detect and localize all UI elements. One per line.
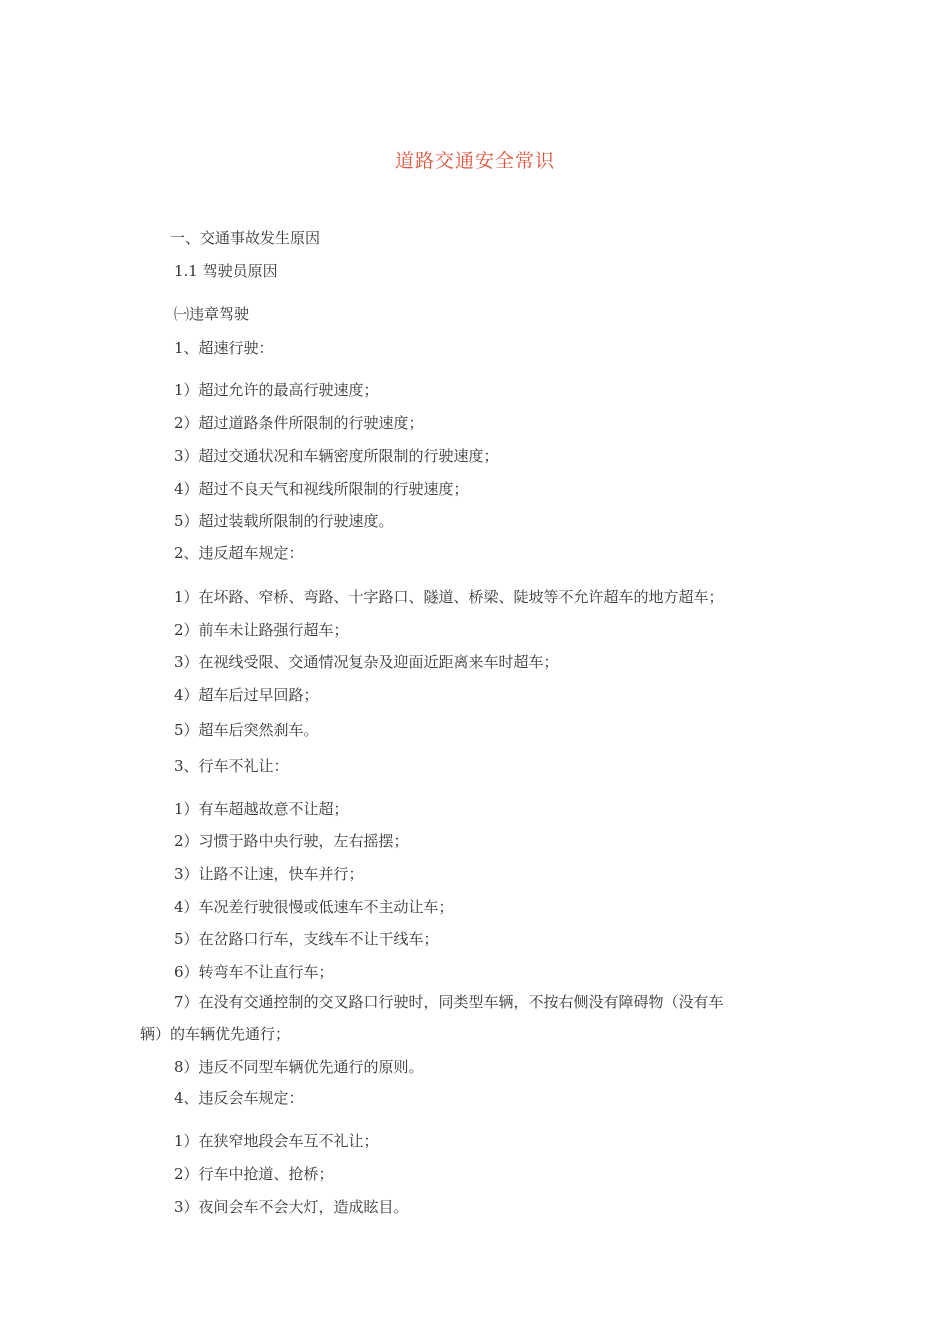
- list-item: 1）超过允许的最高行驶速度；: [174, 381, 379, 399]
- list-item: 3）让路不让速，快车并行；: [174, 865, 364, 883]
- list-item: 4）超车后过早回路；: [174, 686, 319, 704]
- list-item: 1）在坏路、窄桥、弯路、十字路口、隧道、桥梁、陡坡等不允许超车的地方超车；: [174, 588, 724, 606]
- section-heading: 一、交通事故发生原因: [170, 229, 321, 247]
- item-heading: 3、行车不礼让：: [174, 757, 289, 775]
- subsection-heading: 1.1 驾驶员原因: [174, 262, 278, 280]
- list-item: 3）在视线受限、交通情况复杂及迎面近距离来车时超车；: [174, 653, 559, 671]
- list-item: 7）在没有交通控制的交叉路口行驶时，同类型车辆，不按右侧没有障碍物（没有车: [174, 993, 724, 1011]
- list-item: 3）夜间会车不会大灯，造成眩目。: [174, 1198, 409, 1216]
- subsection-heading: ㈠违章驾驶: [174, 305, 250, 323]
- list-item: 4）车况差行驶很慢或低速车不主动让车；: [174, 898, 454, 916]
- list-item: 2）前车未让路强行超车；: [174, 621, 349, 639]
- list-item: 1）有车超越故意不让超；: [174, 800, 349, 818]
- list-item: 6）转弯车不让直行车；: [174, 963, 334, 981]
- list-item: 5）超车后突然刹车。: [174, 721, 319, 739]
- list-item: 2）习惯于路中央行驶，左右摇摆；: [174, 832, 409, 850]
- list-item: 3）超过交通状况和车辆密度所限制的行驶速度；: [174, 447, 499, 465]
- list-item: 1）在狭窄地段会车互不礼让；: [174, 1132, 379, 1150]
- page-title: 道路交通安全常识: [394, 150, 555, 172]
- list-item: 5）在岔路口行车，支线车不让干线车；: [174, 930, 439, 948]
- list-item: 8）违反不同型车辆优先通行的原则。: [174, 1058, 424, 1076]
- item-heading: 1、超速行驶：: [174, 339, 274, 357]
- list-item: 2）行车中抢道、抢桥；: [174, 1165, 334, 1183]
- list-item: 5）超过装载所限制的行驶速度。: [174, 512, 394, 530]
- list-item: 4）超过不良天气和视线所限制的行驶速度；: [174, 480, 469, 498]
- list-item-continuation: 辆）的车辆优先通行；: [140, 1025, 291, 1043]
- list-item: 2）超过道路条件所限制的行驶速度；: [174, 414, 424, 432]
- item-heading: 2、违反超车规定：: [174, 544, 304, 562]
- item-heading: 4、违反会车规定：: [174, 1089, 304, 1107]
